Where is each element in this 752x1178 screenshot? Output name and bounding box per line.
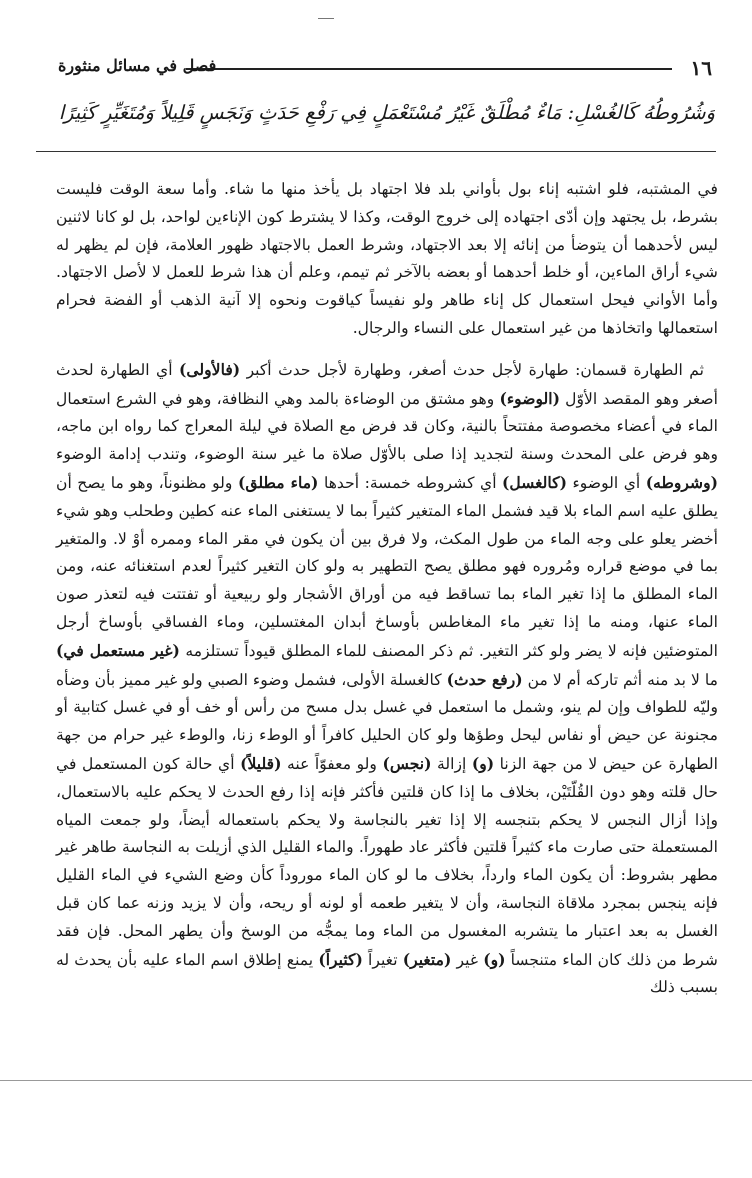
bold-term: (وشروطه) (645, 472, 719, 492)
page-number: ١٦ (690, 56, 712, 80)
text-span: أي الوضوء (566, 473, 646, 492)
text-span: أي الطهارة لحدث أصغر وهو المقصد الأوّل (56, 360, 719, 408)
text-span: ولو مظنوناً، وهو ما يصح أن يطلق عليه اسم الماء بلا قيد فشمل الماء المتغير كثيراً بما لا يستغنى الماء عنه كطين وطحلب وهو شيء أخضر يعلو على وجه الماء من طول المكث، ولا فرق بين أن يكون في مقر الماء وممره أوْ لا. والمتغير بما في موضع قراره ومُروره فهو مطلق يصح التطهير به ولو كان التغير كثيراً لعدم استغنائه عنه، ومن الماء المطلق ما إذا تغير الماء بما تساقط فيه من أوراق الأشجار ولو ربيعية أو تفتتت فيه لتعذر صون الماء عنها، ومنه ما إذا تغير ماء المغاطس بأوساخ أبدان المغتسلين، وماء الفساقي بأوساخ أرجل المتوضئين فإنه لا يضر ولو كثر التغير. ثم ذكر المصنف للماء المطلق قيوداً تستلزمه (56, 473, 718, 660)
header-rule (186, 68, 672, 70)
matn-text: وَشُرُوطُهُ كَالغُسْلِ: مَاءٌ مُطْلَقٌ غَيْرُ مُسْتَعْمَلٍ فِي رَفْعِ حَدَثٍ وَنَجَسٍ قَلِيلاً وَمُتَغَيِّرٍ كَثِيرًا (58, 101, 715, 124)
bold-term: (فالأولى) (179, 359, 241, 379)
bold-term: (و) (471, 753, 495, 773)
bold-term: (كثيراً) (318, 949, 363, 969)
text-span: ولو معفوّاً عنه (281, 754, 383, 773)
bottom-rule (0, 1080, 752, 1081)
text-span: يمنع إطلاق اسم الماء عليه بأن يحدث له بسبب ذلك (56, 950, 718, 997)
bold-term: (قليلاً) (240, 753, 282, 773)
text-span: كالغسلة الأولى، فشمل وضوء الصبي ولو غير مميز بأن وضأه وليّه للطواف وإن لم ينو، وشمل ما استعمل في غسل بدل مسح من رأس أو خف أو في غسل كتابية أو مجنونة عن حيض أو نفاس ليحل وطؤها ولو كان الحليل كافراً أو الوطء زنا، والوطء غير حرام من جهة الطهارة عن حيض لا من جهة الزنا (56, 670, 719, 773)
bold-term: (غير مستعمل في) (56, 640, 180, 660)
bold-term: (ماء مطلق) (237, 472, 319, 492)
paragraph-2 (56, 356, 718, 1002)
bold-term: (نجس) (382, 753, 432, 773)
text-span: ثم الطهارة قسمان: طهارة لأجل حدث أصغر، وطهارة لأجل حدث أكبر (240, 360, 704, 379)
top-edge-mark (318, 18, 334, 19)
text-span: ما لا بد منه أثم تاركه أم لا من (522, 670, 718, 689)
commentary-text (56, 176, 718, 1002)
text-span: غير (451, 950, 484, 969)
bold-term: (و) (483, 949, 506, 969)
section-title: فصل في مسائل منثورة (58, 56, 217, 75)
text-span: تغيراً (362, 950, 403, 969)
matn-divider (36, 151, 716, 152)
bold-term: (رفع حدث) (446, 669, 523, 689)
text-span: أي حالة كون المستعمل في حال قلته وهو دون القُلّتَيْن، بخلاف ما إذا كان قلتين فأكثر فإنه إذا رفع الحدث لا يحكم عليه بالاستعمال، وإذا أزال النجس لا يحكم بتنجسه إلا إذا تغير بالنجاسة ولا يحكم باستعماله أيضاً، ولو جمعت المياه المستعملة حتى صارت ماء كثيراً قلتين فأكثر عاد طهوراً. والماء القليل الذي أزيلت به النجاسة طاهر غير مطهر بشروط: أن يكون الماء وارداً، بخلاف ما لو كان الماء موروداً كأن وضع الشيء في الماء القليل فإنه ينجس بمجرد ملاقاة النجاسة، وأن لا يتغير طعمه أو لونه أو ريحه، وأن لا يزيد وزنه عما كان قبل الغسل به بعد اعتبار ما يتشربه المغسول من الماء وما يمجُّه من الوسخ وأن يطهر المحل. فإن فقد شرط من ذلك كان الماء متنجساً (56, 754, 718, 969)
text-span: وهو مشتق من الوضاءة بالمد وهي النظافة، وهو في الشرع استعمال الماء في أعضاء مخصوصة مفتتحاً بالنية، وكان قد فرض مع الصلاة في ليلة المعراج كما رواه ابن ماجه، وهو فرض على المحدث وسنة لتجديد إذا صلى بالأوّل صلاة ما غير سنة الوضوء، وتندب إدامة الوضوء (56, 389, 718, 464)
bold-term: (كالغسل) (502, 472, 567, 492)
running-header (58, 56, 712, 82)
paragraph-1: في المشتبه، فلو اشتبه إناء بول بأواني بلد فلا اجتهاد بل يأخذ منها ما شاء. وأما سعة الوقت فليست بشرط، بل يجتهد وإن أدّى اجتهاده إلى خروج الوقت، وكذا لا يشترط كون الإناءين لواحد، بل لو كانا لاثنين ليس لأحدهما أن يتوضأ من إنائه إلا بعد الاجتهاد، وشرط العمل بالاجتهاد ظهور العلامة، فإن لم يظهر له شيء أراق الماءين، أو خلط أحدهما أو بعضه بالآخر ثم تيمم، وعلم أن هذا شرط للعمل لا لأصل الاجتهاد. وأما الأواني فيحل استعمال كل إناء طاهر ولو نفيساً كياقوت ونحوه إلا آنية الذهب أو الفضة فحرام استعمالها واتخاذها من غير استعمال على النساء والرجال. (56, 180, 718, 337)
bold-term: (متغير) (402, 949, 452, 969)
text-span: إزالة (431, 754, 472, 773)
bold-term: (الوضوء) (499, 388, 560, 408)
text-span: أي كشروطه خمسة: أحدها (318, 473, 503, 492)
